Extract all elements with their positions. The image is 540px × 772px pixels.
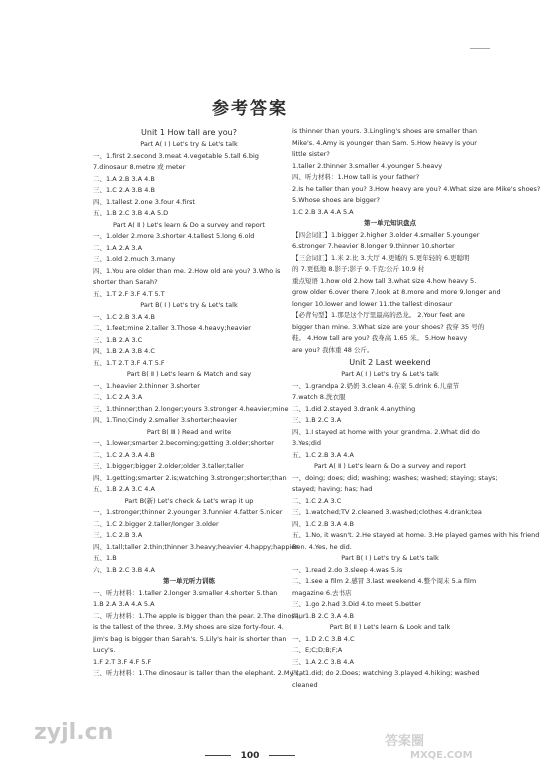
answer-line: shorter than Sarah? — [93, 278, 158, 286]
section-heading: Part B( Ⅱ ) Let's learn & Look and talk — [329, 623, 451, 631]
answer-line: 一、1.D 2.C 3.B 4.C — [292, 634, 355, 643]
answer-line: 鞋。 4.How tall are you? 我身高 1.65 米。 5.How heavy — [292, 334, 468, 342]
answer-line: 三、1.thinner;than 2.longer;yours 3.stronger 4.heavier;mine — [93, 404, 289, 413]
answer-line: 三、1.old 2.much 3.many — [93, 255, 176, 263]
answer-line: Lucy's. — [93, 646, 116, 654]
answer-line: 一、1.grandpa 2.奶奶 3.clean 4.在家 5.drink 6.儿童节 — [292, 381, 460, 390]
answer-line: 六、1.B 2.C 3.B 4.A — [93, 565, 155, 574]
answer-line: is the tallest of the three. 3.My shoes are size forty-four. 4. — [93, 623, 284, 631]
answer-line: 【三会词汇】1.米 2.比 3.大厅 4.更矮的 5.更年轻的 6.更聪明 — [292, 253, 470, 262]
section-heading: Part B( Ⅱ ) Let's learn & Match and say — [126, 370, 252, 378]
answer-line: 四、1.getting;smarter 2.is;watching 3.stronger;shorter;than — [93, 473, 287, 482]
answer-line: 7.dinosaur 8.metre 或 meter — [93, 163, 186, 171]
answer-line: magazine 6.去书店 — [292, 588, 352, 597]
unit-heading: Unit 1 How tall are you? — [141, 128, 237, 137]
answer-line: stayed; having; has; had — [292, 485, 373, 493]
answer-line: 四、1.You are older than me. 2.How old are you? 3.Who is — [93, 266, 281, 275]
answer-line: 五、1.B 2.C 3.B 4.A 5.D — [93, 209, 169, 217]
answer-line: 5.Whose shoes are bigger? — [292, 196, 380, 204]
answer-line: 的 7.更低地 8.影子;影子 9.千克;公斤 10.9 村 — [292, 265, 425, 273]
section-heading: Part B( Ⅰ ) Let's try & Let's talk — [140, 301, 238, 309]
answer-line: 三、1.B 2.C 3.A — [292, 416, 342, 424]
answer-line: 二、听力材料：1.The apple is bigger than the pear. 2.The dinosaur — [93, 611, 306, 620]
answer-line: 一、1.stronger;thinner 2.younger 3.funnier 4.fatter 5.nicer — [93, 508, 283, 516]
page-number-text: 100 — [240, 751, 260, 761]
answer-line: Mike's. 4.Amy is younger than Sam. 5.How heavy is your — [292, 138, 477, 147]
answer-line: 五、1.T 2.F 3.F 4.T 5.T — [93, 289, 165, 298]
answer-line: 重点短语 1.how old 2.how tall 3.what size 4.how heavy 5. — [292, 276, 477, 285]
unit-heading: Unit 2 Last weekend — [349, 358, 431, 367]
section-heading: Part A( Ⅰ ) Let's try & Let's talk — [341, 370, 439, 378]
answer-line: bigger than mine. 3.What size are your shoes? 我穿 35 号的 — [292, 322, 485, 331]
answer-line: 四、1.tall;taller 2.thin;thinner 3.heavy;heavier 4.happy;happier — [93, 542, 298, 551]
answer-line: longer 10.lower and lower 11.the tallest dinosaur — [292, 299, 453, 308]
answer-line: 【四会词汇】1.bigger 2.higher 3.older 4.smaller 5.younger — [292, 230, 480, 239]
answer-line: 四、1.B 2.C 3.A 4.B — [292, 611, 354, 620]
answer-line: 2.Is he taller than you? 3.How heavy are you? 4.What size are Mike's shoes? — [292, 184, 540, 193]
answer-line: 1.C 2.B 3.A 4.A 5.A — [292, 207, 354, 216]
section-heading: Part A( Ⅱ ) Let's learn & Do a survey and report — [113, 220, 265, 229]
answer-line: 二、1.feet;mine 2.taller 3.Those 4.heavy;heavier — [93, 324, 251, 332]
answer-line: 1.F 2.T 3.F 4.F 5.F — [93, 657, 152, 666]
answer-line: 四、1.did; do 2.Does; watching 3.played 4.hiking; washed — [292, 669, 480, 677]
answer-line: 7.watch 8.洗衣服 — [292, 393, 346, 401]
answer-line: 四、1.C 2.B 3.A 4.B — [292, 519, 354, 528]
section-heading: 第一单元知识盘点 — [364, 219, 416, 227]
answer-line: 三、1.go 2.had 3.Did 4.to meet 5.better — [292, 600, 421, 608]
section-heading: Part A( Ⅱ ) Let's learn & Do a survey and report — [314, 462, 466, 470]
answer-line: 五、1.B — [93, 554, 117, 562]
answer-line: 五、1.No, it wasn't. 2.He stayed at home. 3.He played games with his friend — [292, 531, 540, 539]
left-column — [93, 126, 306, 680]
answer-line: 二、1.A 2.B 3.A 4.B — [93, 174, 155, 183]
answer-line: 二、1.see a film 2.感冒 3.last weekend 4.整个周末 5.a film — [292, 577, 477, 585]
answer-line: 五、1.T 2.T 3.F 4.T 5.F — [93, 358, 165, 367]
answer-line: 四、1.Tino;Cindy 2.smaller 3.shorter;heavier — [93, 416, 238, 424]
watermark-right: 答案圈 — [385, 734, 425, 749]
answer-line: 一、doing; does; did; washing; washes; washed; staying; stays; — [292, 473, 498, 482]
section-heading: 第一单元听力训练 — [163, 577, 215, 585]
answer-line: 一、1.heavier 2.thinner 3.shorter — [93, 381, 200, 390]
answer-line: 一、1.C 2.B 3.A 4.B — [93, 312, 155, 321]
answer-line: 3.Yes;did — [292, 439, 321, 447]
answer-line: 一、听力材料：1.taller 2.longer 3.smaller 4.shorter 5.than — [93, 588, 278, 597]
answer-line: 二、1.C 2.A 3.C — [292, 496, 342, 505]
answer-line: 五、1.C 2.B 3.A 4.A — [292, 450, 354, 459]
answer-line: 一、1.lower;smarter 2.becoming;getting 3.older;shorter — [93, 439, 274, 447]
top-rule — [470, 48, 490, 49]
answer-line: 三、1.bigger;bigger 2.older;older 3.taller;taller — [93, 462, 244, 470]
answer-line: is thinner than yours. 3.Lingling's shoes are smaller than — [292, 127, 477, 135]
answer-line: 二、1.A 2.A 3.A — [93, 243, 143, 252]
answer-line: 四、1.I stayed at home with your grandma. 2.What did do — [292, 427, 480, 436]
answer-line: 6.stronger 7.heavier 8.longer 9.thinner 10.shorter — [292, 242, 455, 250]
answer-line: 五、1.B 2.A 3.C 4.A — [93, 485, 155, 493]
answer-line: are you? 我体重 48 公斤。 — [292, 345, 374, 354]
section-heading: Part A( Ⅰ ) Let's try & Let's talk — [140, 140, 238, 148]
answer-line: 三、1.A 2.C 3.B 4.A — [292, 657, 354, 666]
answer-line: 三、听力材料：1.The dinosaur is taller than the elephant. 2.My cat — [93, 669, 306, 677]
section-heading: Part B( Ⅰ ) Let's try & Let's talk — [341, 554, 439, 562]
page-number-dash-left — [205, 755, 231, 756]
answer-line: 一、1.read 2.do 3.sleep 4.was 5.is — [292, 565, 403, 574]
page-title: 参考答案 — [212, 99, 288, 119]
page-number-dash-right — [269, 755, 295, 756]
answer-line: little sister? — [292, 150, 330, 158]
answer-line: 一、1.older 2.more 3.shorter 4.tallest 5.long 6.old — [93, 232, 255, 240]
answer-line: 1.B 2.A 3.A 4.A 5.A — [93, 600, 155, 608]
section-heading: Part B( Ⅲ ) Read and write — [146, 427, 232, 436]
watermark-left: zyjl.cn — [34, 720, 114, 745]
answer-line: 四、听力材料：1.How tall is your father? — [292, 173, 420, 181]
answer-line: Jim's bag is bigger than Sarah's. 5.Lily's hair is shorter than — [93, 634, 287, 643]
watermark-right-url: MXQE.COM — [410, 750, 473, 761]
answer-line: 一、1.first 2.second 3.meat 4.vegetable 5.tall 6.big — [93, 151, 259, 160]
answer-line: 三、1.C 2.A 3.B 4.B — [93, 186, 155, 194]
answer-line: 三、1.C 2.B 3.A — [93, 531, 143, 539]
section-heading: Part B(新) Let's check & Let's wrap it up — [124, 496, 254, 505]
answer-line: 二、E;C;D;B;F;A — [292, 646, 343, 654]
answer-line: 二、1.C 2.bigger 2.taller/longer 3.older — [93, 519, 219, 528]
answer-line: 四、1.B 2.A 3.B 4.C — [93, 347, 155, 355]
answer-line: 三、1.B 2.A 3.C — [93, 335, 143, 344]
answer-line: Ben. 4.Yes, he did. — [292, 542, 352, 551]
right-column — [292, 126, 540, 691]
answer-line: 三、1.watched;TV 2.cleaned 3.washed;clothes 4.drank;tea — [292, 508, 482, 516]
answer-line: grow older 6.over there 7.look at 8.more and more 9.longer and — [292, 288, 501, 296]
answer-line: 二、1.did 2.stayed 3.drank 4.anything — [292, 404, 416, 413]
answer-line: 二、1.C 2.A 3.A — [93, 393, 143, 401]
answer-line: 【必背句型】1.那是这个厅里最高的恐龙。 2.Your feet are — [292, 311, 465, 319]
answer-line: 二、1.C 2.A 3.A 4.B — [93, 450, 155, 459]
answer-line: cleaned — [292, 680, 318, 689]
answer-line: 四、1.tallest 2.one 3.four 4.first — [93, 197, 195, 206]
answer-line: 1.taller 2.thinner 3.smaller 4.younger 5.heavy — [292, 161, 443, 170]
